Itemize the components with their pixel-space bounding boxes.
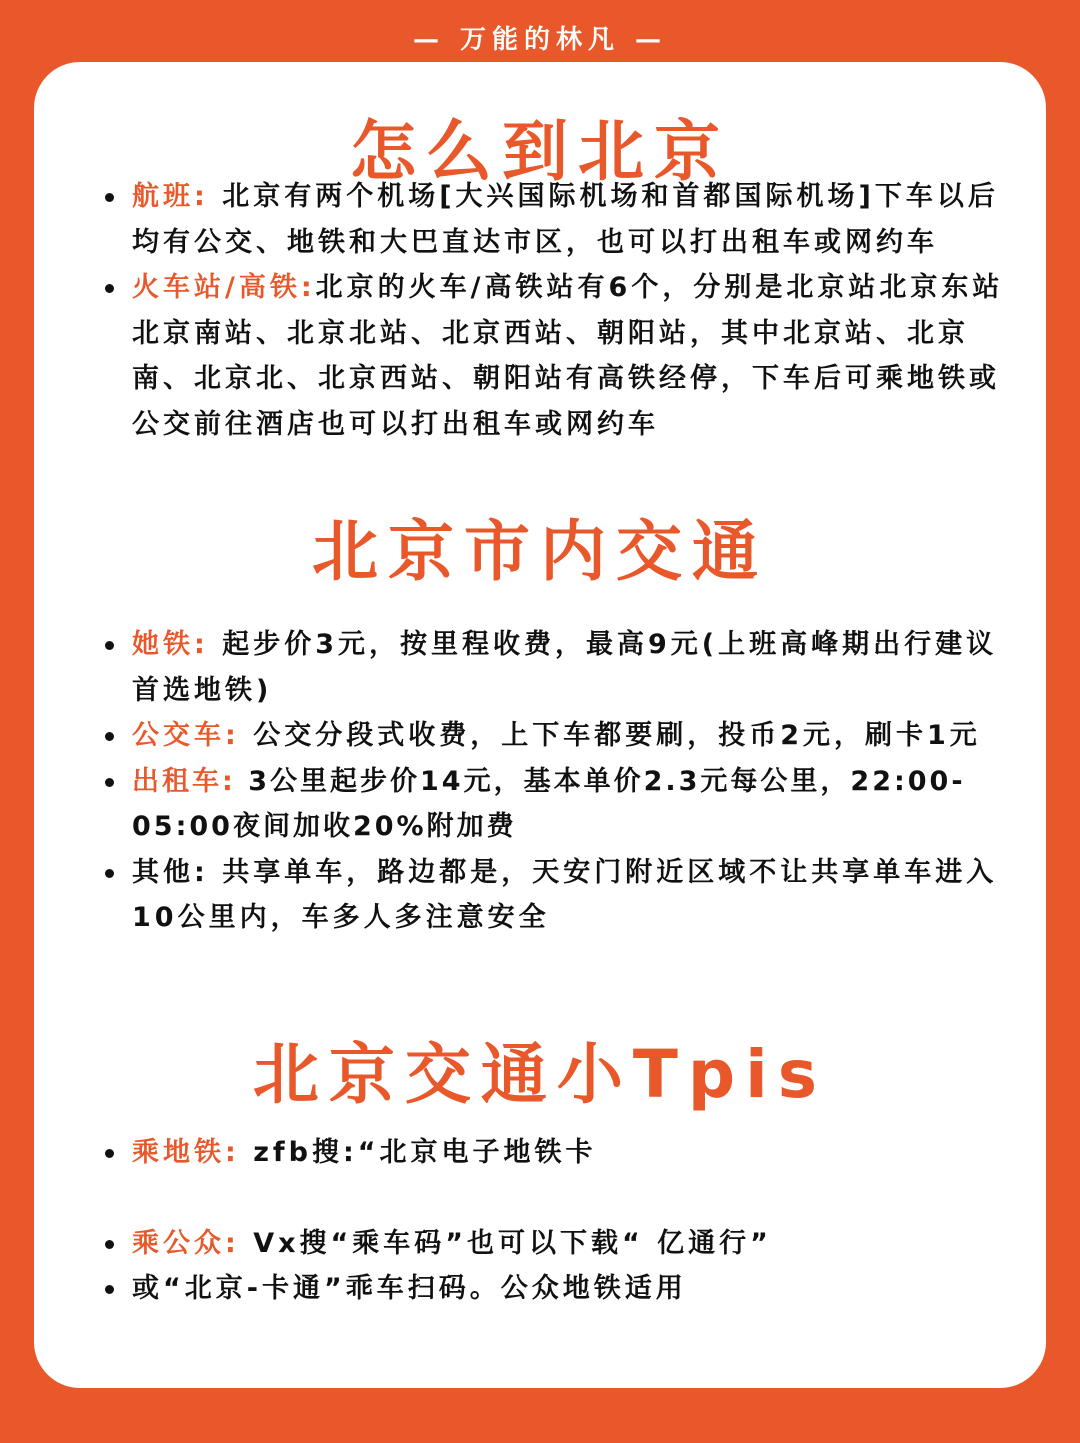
item-label: 火车站/高铁: [132, 272, 316, 303]
city-transport-list [132, 622, 1012, 941]
item-label: 出租车: [132, 765, 236, 797]
arrival-list [132, 174, 1012, 447]
author-banner: — 万能的林凡 — [412, 25, 668, 55]
item-label: 乘地铁: [132, 1137, 240, 1168]
list-item-taxi [132, 759, 1012, 850]
list-item-train [132, 265, 1012, 447]
content-card [34, 62, 1046, 1388]
list-item-subway [132, 622, 1012, 713]
section-title-transport-tips: 北京交通小Tpis [252, 1036, 828, 1113]
item-text: 起步价3元，按里程收费，最高9元(上班高峰期出行建议首选地铁) [132, 629, 998, 706]
item-label: 她铁: [132, 629, 209, 660]
tips-list [132, 1130, 1012, 1312]
item-text: 其他: 共享单车，路边都是，天安门附近区域不让共享单车进入10公里内，车多人多注意安全 [132, 856, 998, 933]
item-text: 公交分段式收费，上下车都要刷，投币2元，刷卡1元 [239, 720, 981, 751]
item-text: Vx搜“乘车码”也可以下载“ 亿通行” [239, 1227, 772, 1259]
item-label: 航班: [132, 181, 209, 212]
list-item-subway-tip [132, 1130, 1012, 1176]
list-item-card-tip [132, 1266, 1012, 1312]
item-text: 北京有两个机场[大兴国际机场和首都国际机场]下车以后均有公交、地铁和大巴直达市区，也可以打出租车或网约车 [132, 181, 999, 258]
item-text: 3公里起步价14元，基本单价2.3元每公里，22:00-05:00夜间加收20%附加费 [132, 765, 966, 842]
item-text: 北京的火车/高铁站有6个，分别是北京站北京东站北京南站、北京北站、北京西站、朝阳站，其中北京站、北京南、北京北、北京西站、朝阳站有高铁经停，下车后可乘地铁或公交前往酒店也可以打出租车或网约车 [132, 272, 1004, 440]
list-item-bus [132, 713, 1012, 759]
list-item-bus-tip [132, 1221, 1012, 1267]
list-item-flight [132, 174, 1012, 265]
section-title-how-to-get-to-beijing: 怎么到北京 [350, 113, 730, 190]
list-item-other [132, 850, 1012, 941]
item-label: 公交车: [132, 720, 240, 751]
section-title-city-transport: 北京市内交通 [312, 513, 768, 590]
item-text: zfb搜:“北京电子地铁卡 [239, 1137, 597, 1168]
item-label: 乘公众: [132, 1227, 240, 1259]
item-text: 或“北京-卡通”乖车扫码。公众地铁适用 [132, 1273, 687, 1304]
